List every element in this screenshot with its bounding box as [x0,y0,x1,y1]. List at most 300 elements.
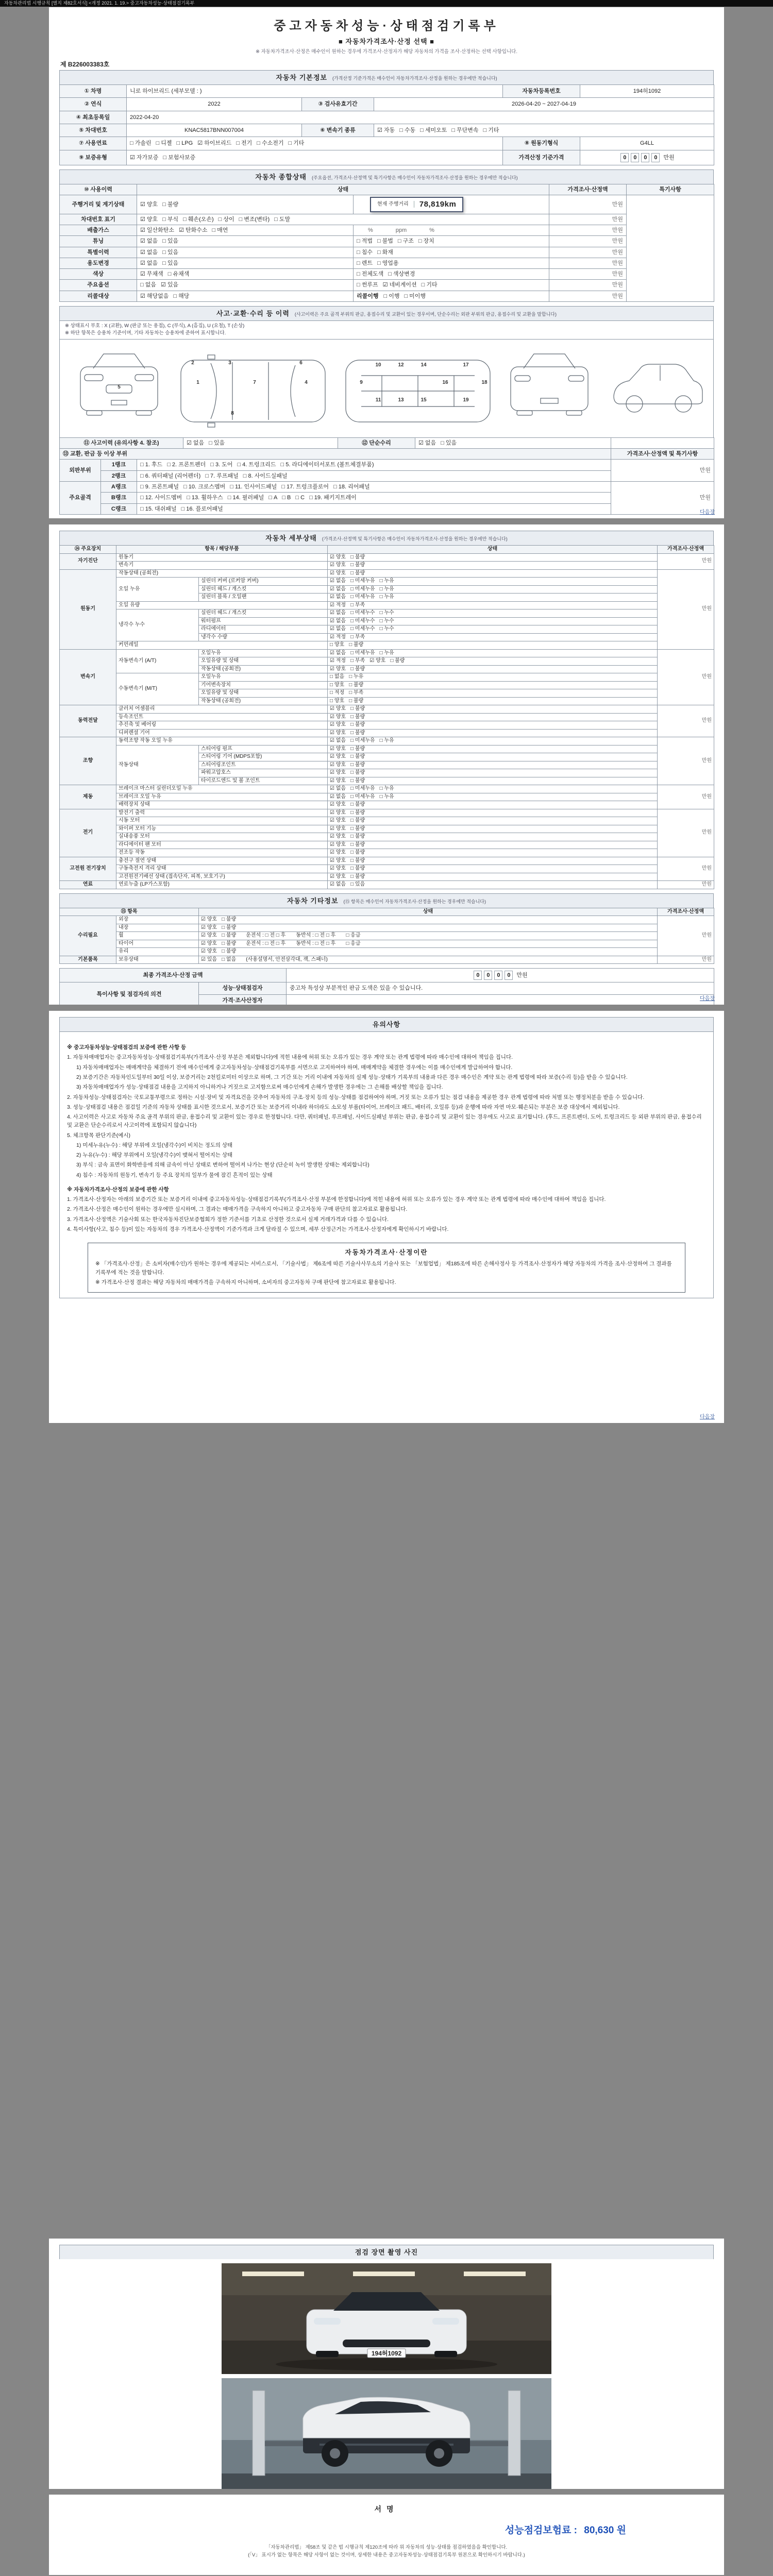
field-cell: 디퍼렌셜 기어 [116,729,328,737]
notice-paragraph: 4) 침수 : 자동차의 원동기, 변속기 등 주요 장치의 일부가 물에 잠긴 흔적이 있는 상태 [76,1172,273,1178]
checkbox: □ 6. 쿼터패널 (리어펜더) [140,472,201,479]
top-title-bar [0,0,773,7]
checkbox: □ 불량 [390,658,405,664]
checkbox-checked: ☑ 양호 [330,554,346,560]
checkbox: □ 누유 [379,738,394,744]
checkbox: □ 미세누유 [350,586,375,592]
diagram-number: 3 [228,360,231,366]
legend-line-1: ※ 상태표시 부호 : X (교환), W (판금 또는 용접), C (부식), A (흠집), U (요철), T (손상) [65,323,245,329]
section-header-basic [59,70,714,84]
checkbox: □ 누유 [379,786,394,792]
field-cell [328,793,658,801]
notice-paragraph: 2. 자동차성능·상태점검자는 국토교통부령으로 정하는 시설·장비 및 자격요건을 갖추어 자동차의 구조·장치 등의 성능·상태를 점검하여야 하며, 거짓 또는 오류가 있는 점검 내용을 제공한 경우 관계 법령에 따라 처벌 또는 행정처분을 받을 수 있습니다. [67,1094,645,1100]
field-cell: 보유상태 [116,956,199,964]
field-label: 기본품목 [60,956,116,964]
field-cell: 실린더 헤드 / 개스킷 [199,609,328,618]
field-cell [137,503,611,514]
field-label: 외판부위 [60,460,101,482]
price-digit: 0 [620,153,629,162]
insurance-fee-value: 80,630 원 [584,2525,626,2536]
field-label: B랭크 [101,493,137,503]
section-title: 점검 장면 촬영 사진 [355,2248,418,2256]
section-note: (가격조사·산정액 및 특기사항은 매수인이 자동차가격조사·산정을 원하는 경우에만 적습니다) [322,536,508,541]
odometer-cell [354,195,549,214]
checkbox: □ 양호 [330,642,345,648]
price-digit: 0 [484,971,492,980]
field-cell [328,833,658,841]
checkbox: □ 불량 [222,933,237,939]
field-label: 고전원 전기장치 [60,857,116,881]
checkbox-checked: ☑ 양호 [330,857,346,863]
field-label: 동력전달 [60,705,116,737]
field-cell: 만원 [658,809,714,857]
checkbox: □ 기타 [421,282,438,289]
checkbox-checked: ☑ 없음 [330,786,346,792]
diagram-number: 18 [481,379,488,385]
page-detail-condition [49,524,724,1005]
notice-paragraph: 3) 자동차매매업자가 성능·상태점검 내용을 고지하지 아니하거나 거짓으로 고지함으로써 매수인에게 손해가 발생한 경우에는 그 손해를 배상할 책임을 집니다. [76,1084,443,1091]
field-cell [354,247,549,258]
diagram-number: 15 [421,397,427,403]
field-cell [328,641,658,650]
field-cell [328,721,658,730]
checkbox: □ 불량 [350,754,365,760]
field-cell [137,236,354,247]
checkbox-checked: ☑ 없음 [330,650,346,656]
checkbox: □ 불량 [350,570,365,576]
field-cell: 만원 [549,225,627,235]
checkbox-checked: ☑ 양호 [330,570,346,576]
value-engine-type: G4LL [580,137,714,150]
field-cell [328,729,658,737]
field-cell: 만원 [658,569,714,649]
field-cell: 자동변속기 (A/T) [116,649,199,673]
checkbox: □ 누유 [379,578,394,584]
checkbox: □ 불량 [349,642,364,648]
field-cell: 유리 [116,948,199,956]
field-label: ⑪ 사고이력 (유의사항 4. 참조) [60,437,183,448]
checkbox-checked: ☑ 양호 [330,825,346,832]
checkbox-checked: ☑ 없음 [330,594,346,600]
price-digit: 0 [505,971,513,980]
checkbox-checked: ☑ 양호 [330,761,346,768]
field-cell: 변속기 [116,562,328,570]
field-cell [328,849,658,857]
field-label: ⑤ 차대번호 [60,124,127,137]
field-cell [328,801,658,809]
field-label: ⑥ 변속기 종류 [302,124,374,137]
checkbox: □ 전체도색 [357,271,384,278]
field-cell: 연료누출 (LP가스포함) [116,881,328,889]
checkbox-checked: ☑ 양호 [201,933,217,939]
checkbox-checked: ☑ 양호 [140,216,158,223]
field-cell [328,705,658,714]
checkbox: □ 불량 [350,777,365,784]
field-cell: 충전구 절연 상태 [116,857,328,865]
field-label: 전기 [60,809,116,857]
field-cell: 라디에이터 [199,625,328,634]
field-cell: 타이로드엔드 및 볼 조인트 [199,777,328,785]
checkbox: □ 미세누유 [350,650,375,656]
front-grille [343,2340,430,2347]
top-title-text: 자동차관리법 시행규칙 [별지 제82호서식] <개정 2021. 1. 19.> 중고자동차성능·상태점검기록부 [4,1,195,6]
legend-line-2: ※ 하단 항목은 승용차 기준이며, 기타 자동차는 승용차에 준하여 표시합니다. [65,330,226,336]
field-cell [415,437,611,448]
ceiling-light [353,2272,415,2276]
checkbox: □ 불량 [350,866,365,872]
license-plate-text: 194허1092 [371,2350,402,2358]
checkbox-checked: ☑ 없음 [140,260,158,266]
checkbox: □ 가솔린 [130,140,152,147]
field-label: 가격·조사산정자 [199,994,287,1005]
checkbox: □ 2. 프론트펜더 [167,462,206,468]
checkbox: □ 보험사보증 [163,154,196,161]
field-cell [199,948,658,956]
field-label: 색상 [60,269,137,280]
diagram-number: 12 [398,362,404,368]
field-cell: 기어변속장치 [199,681,328,689]
field-cell: 커먼레일 [116,641,328,650]
checkbox-checked: ☑ 적정 [330,634,346,640]
checkbox-checked: ☑ 양호 [330,706,346,712]
notice-paragraph: 1. 자동차매매업자는 중고자동차성능·상태점검기록부(가격조사·산정 부분은 제외합니다)에 적힌 내용에 허위 또는 오류가 있는 경우 계약 또는 관계 법령에 따라 매수인에 대하여 책임을 집니다. [67,1054,513,1061]
notice-paragraph: 5. 체크항목 판단기준(예시) [67,1132,131,1139]
notice-paragraph: 4. 사고이력은 사고로 자동차 주요 골격 부위의 판금, 용접수리 및 교환이 있는 경우로 한정합니다. 다만, 쿼터패널, 루프패널, 사이드실패널 부위는 판금, 용접수리 및 교환이 있는 경우에도 사고로 표기합니다. (후드, 프론트펜더, 도어, 트렁크리드 등 외판 부위의 판금, 용접수리 및 교환은 단순수리로서 사고이력에 포함되지 않습니다) [67,1114,702,1129]
checkbox: □ 미세누유 [350,786,375,792]
checkbox: □ 불법 [377,238,393,245]
notice-paragraphs [67,1043,706,1233]
spare-cell [611,437,714,448]
checkbox: □ 불량 [349,682,364,688]
checkbox: □ 불량 [350,841,365,848]
checkbox: □ 적법 [357,238,373,245]
ceiling-light [464,2272,526,2276]
field-cell: 고전원전기배선 상태 (접속단자, 피복, 보호기구) [116,873,328,881]
field-cell [137,258,354,268]
section-header-etc [59,893,714,908]
lift-post [253,2391,265,2476]
price-definition-title: 자동차가격조사·산정이란 [345,1249,428,1257]
field-label: ⑨ 보증유형 [60,150,127,165]
checkbox: □ 장치 [418,238,434,245]
next-page-link[interactable]: 다음장 [700,510,715,515]
field-label: ⑩ 사용이력 [60,184,137,195]
field-label: ⑭ 주요장치 [60,546,116,554]
value-transmission [374,124,714,137]
next-page-link[interactable]: 다음장 [700,996,715,1002]
checkbox-checked: ☑ 없음 [330,793,346,800]
insurance-fee [59,2522,714,2536]
field-cell [328,777,658,785]
field-label: 1랭크 [101,460,137,470]
field-cell [328,809,658,817]
checkbox-checked: ☑ 양호 [330,722,346,728]
field-cell: 만원 [549,214,627,225]
checkbox: □ 매연 [212,227,228,233]
notice-paragraph: 1) 자동차매매업자는 매매계약을 체결하기 전에 매수인에게 중고자동차성능·상태점검기록부를 서면으로 고지하여야 하며, 매매계약을 체결한 경우에는 이를 매수인에게 발급하여야 합니다. [76,1064,513,1071]
checkbox-checked: ☑ 양호 [330,841,346,848]
checkbox-checked: ☑ 없음 [330,586,346,592]
checkbox: □ 있음 [162,249,179,256]
field-label: 차대번호 표기 [60,214,137,225]
checkbox-checked: ☑ 없음 [330,882,346,888]
diagram-number: 9 [360,379,363,385]
checkbox: □ 해당 [173,293,190,299]
checkbox-checked: ☑ 하이브리드 [197,140,232,147]
field-cell [328,562,658,570]
checkbox: □ 불량 [350,562,365,568]
diagram-number: 1 [196,379,199,385]
checkbox: □ 있음 [162,238,179,245]
checkbox: □ 10. 크로스멤버 [183,483,226,490]
field-cell: 리콜이행 □ 이행 □ 미이행 [354,291,549,301]
checkbox: □ 수동 [399,127,416,134]
field-cell [137,481,611,492]
page-basic-info [49,7,724,518]
checkbox-checked: ☑ 양호 [330,714,346,720]
checkbox: □ 기타 [483,127,499,134]
field-cell [137,460,611,470]
checkbox: □ 있음 [209,439,225,446]
signature-title: 서명 [374,2505,399,2513]
field-label: C랭크 [101,503,137,514]
diagram-number: 16 [442,379,448,385]
etc-info-table [59,908,714,964]
checkbox-checked: ☑ 있음 [201,956,217,962]
checkbox: □ 14. 필러패널 [227,495,264,501]
checkbox: □ 불량 [350,857,365,863]
field-cell: 만원 [658,705,714,737]
field-cell [354,236,549,247]
headlight [432,2318,459,2325]
price-digit: 0 [631,153,639,162]
checkbox-checked: ☑ 양호 [201,917,217,923]
checkbox: □ 불량 [350,809,365,816]
page-photos [49,2239,724,2489]
checkbox: □ 디젤 [156,140,172,147]
checkbox-checked: ☑ 없음 [330,618,346,624]
field-cell: 구동축전지 격리 상태 [116,865,328,873]
field-cell [137,291,354,301]
value-vin: KNAC5817BNN007004 [127,124,302,137]
checkbox: □ 누수 [379,618,394,624]
car-side-view [614,364,702,412]
value-plate: 194허1092 [580,85,714,98]
document-title: 중고자동차성능·상태점검기록부 [274,19,499,33]
checkbox: □ 미세누수 [350,610,375,616]
section-title: 유의사항 [372,1021,401,1028]
notice-paragraph: ※ 중고자동차성능·상태점검의 보증에 관한 사항 등 [67,1044,187,1051]
field-cell [328,609,658,618]
checkbox-checked: ☑ 양호 [330,770,346,776]
field-label: A랭크 [101,481,137,492]
lift-post [508,2391,520,2476]
field-label: 리콜대상 [60,291,137,301]
section-note: (⑮ 항목은 매수인이 자동차가격조사·산정을 원하는 경우에만 적습니다) [343,899,486,904]
field-cell [328,873,658,881]
field-cell: 만원 [658,956,714,964]
field-cell [328,585,658,594]
field-cell: 내장 [116,924,199,932]
field-label: 상태 [137,184,549,195]
checkbox: □ 변조(변타) [239,216,270,223]
checkbox-checked: ☑ 양호 [330,802,346,808]
field-cell [328,569,658,578]
field-cell: 만원 [658,857,714,881]
checkbox: □ 불량 [162,201,179,208]
field-label: ⑫ 단순수리 [338,437,415,448]
field-cell: ☑ 양호 □ 불량 운전석 : □ 전 □ 후 동반석 : □ 전 □ 후 □ 응급 [199,932,658,940]
page-signature [49,2495,724,2575]
field-cell: 만원 [549,236,627,247]
label-car-name: ① 차명 [60,85,127,98]
field-cell [328,553,658,562]
checkbox: □ 도말 [274,216,291,223]
field-cell: 실린더 커버 (로커암 커버) [199,578,328,586]
basic-info-table [59,84,714,165]
section-header-notice [59,1017,714,1031]
checkbox-checked: ☑ 양호 [330,730,346,736]
field-cell [328,689,658,698]
document-subnote: ※ 자동차가격조사·산정은 매수인이 원하는 경우에 가격조사·산정자가 해당 자동차의 가격을 조사·산정하는 선택 사항입니다. [256,49,517,55]
checkbox: □ 5. 라디에이터서포트 (볼트체결부품) [280,462,374,468]
field-cell: 클러치 어셈블리 [116,705,328,714]
checkbox-checked: ☑ 양호 [330,873,346,879]
page-notice [49,1011,724,1423]
field-cell: 만원 [549,195,627,214]
accident-history-table [59,437,714,449]
checkbox: □ 구조 [397,238,414,245]
checkbox-checked: ☑ 없음 [330,610,346,616]
appraiser-comment [287,994,714,1005]
section-header-overall [59,170,714,184]
checkbox: □ 있음 [441,439,457,446]
section-header-detail [59,531,714,545]
checkbox-checked: ☑ 자동 [377,127,395,134]
value-warranty-type [127,150,503,165]
field-label: 가격조사·산정액 [658,908,714,916]
field-cell: 브레이크 오일 누유 [116,793,328,801]
checkbox: □ 불량 [350,825,365,832]
car-top-view [181,355,325,427]
value-first-registration: 2022-04-20 [127,111,714,124]
checkbox: □ 18. 리어패널 [333,483,370,490]
car-underbody-view [346,360,490,422]
checkbox: □ 유채색 [167,271,190,278]
checkbox-checked: ☑ 양호 [369,658,386,664]
field-cell: 만원 [658,916,714,956]
field-cell [328,785,658,793]
checkbox: □ 9. 프론트패널 [140,483,179,490]
checkbox-checked: ☑ 적정 [330,602,346,608]
field-cell: 워터펌프 [199,617,328,625]
section-note: (사고이력은 주요 골격 부위의 판금, 용접수리 및 교환이 있는 경우이며, 단순수리는 외판 부위의 판금, 용접수리 및 교환을 말합니다) [294,312,557,317]
checkbox: □ 적정 [330,690,345,696]
field-cell: 발전기 출력 [116,809,328,817]
checkbox: □ 미이행 [404,293,426,299]
checkbox: □ 7. 루프패널 [205,472,239,479]
field-cell [328,737,658,745]
checkbox-checked: ☑ 탄화수소 [179,227,208,233]
field-cell: 수동변속기 (M/T) [116,673,199,705]
checkbox: □ 썬루프 [357,282,378,289]
wheel [316,2351,339,2357]
checkbox-checked: ☑ 양호 [330,745,346,752]
checkbox: □ 양호 [330,682,345,688]
field-cell: 오일 유량 [116,601,328,609]
checkbox: □ 16. 플로어패널 [181,505,223,512]
field-label: 주행거리 및 계기상태 [60,195,137,214]
field-label: 조향 [60,737,116,785]
checkbox-checked: ☑ 양호 [330,562,346,568]
footer-line-2: (「V」 표시가 없는 항목은 해당 사항이 없는 것이며, 상세한 내용은 중고자동차성능·상태점검기록부 원본으로 확인하시기 바랍니다.) [248,2552,525,2558]
diagram-number: 6 [299,360,303,366]
checkbox: □ 상이 [218,216,234,223]
checkbox: □ 없음 [330,674,345,680]
field-label: ⑬ 교환, 판금 등 이상 부위 [60,449,611,460]
checkbox-checked: ☑ 없음 [140,238,158,245]
checkbox: □ 불량 [350,834,365,840]
checkbox: □ 없음 [140,282,156,289]
checkbox: □ 불량 [350,730,365,736]
field-cell: 오일누유 [199,673,328,682]
field-cell [328,625,658,634]
field-label: 용도변경 [60,258,137,268]
next-page-link[interactable]: 다음장 [700,1414,715,1420]
insurance-fee-label: 성능점검보험료 : [505,2525,577,2536]
field-cell [137,225,354,235]
final-price: 0 0 0 0 만원 [287,969,714,982]
value-inspection-period: 2026-04-20 ~ 2027-04-19 [374,98,714,111]
field-cell: 스티어링 기어 (MDPS포함) [199,753,328,761]
field-label: 변속기 [60,649,116,705]
field-cell: 실내송풍 모터 [116,833,328,841]
checkbox: □ 불량 [350,818,365,824]
field-cell [328,881,658,889]
field-cell [354,258,549,268]
field-cell: 오일누유 [199,649,328,657]
notice-paragraph: 1. 가격조사·산정자는 아래의 보증기간 또는 보증거리 이내에 중고자동차성능·상태점검기록부(가격조사·산정 부분에 한정합니다)에 적힌 내용에 허위 또는 오류가 있는 경우 계약 또는 관계 법령에 따라 매수인에 대하여 책임을 집니다. [67,1196,606,1203]
checkbox: □ 불량 [350,714,365,720]
field-label: 상태 [199,908,658,916]
checkbox: □ 부족 [350,602,365,608]
field-label: ② 연식 [60,98,127,111]
value-base-price: 0 0 0 0 만원 [580,150,714,165]
field-label: 상태 [328,546,658,554]
field-label: ⑧ 원동기형식 [503,137,580,150]
checkbox: □ 미세누수 [350,626,375,632]
field-label: 가격조사·산정액 [658,546,714,554]
checkbox: □ 불량 [350,770,365,776]
field-cell [328,673,658,682]
field-cell [354,280,549,291]
field-cell: 작동상태 (공회전) [116,569,328,578]
wheel [434,2351,457,2357]
field-label: 성능·상태점검자 [199,982,287,994]
field-label: 특기사항 [627,184,714,195]
section-title: 자동차 세부상태 [265,534,317,542]
checkbox: □ 누유 [349,674,364,680]
remarks-cell [627,195,714,302]
checkbox: □ 불량 [350,761,365,768]
checkbox: □ 미세누수 [350,618,375,624]
notice-paragraph: 2) 보증기간은 자동차인도일부터 30일 이상, 보증거리는 2천킬로미터 이상으로 하며, 그 기간 또는 거리 이내에 자동차의 실제 성능·상태가 기록부의 내용과 다른 경우 매수인은 계약 또는 관계 법령에 따라 보증(수리 등)을 받을 수 있습니다. [76,1074,628,1080]
field-cell: 만원 [658,737,714,785]
checkbox: □ 누유 [379,793,394,800]
field-cell [328,753,658,761]
checkbox-checked: ☑ 무채색 [140,271,163,278]
checkbox: □ 8. 사이드실패널 [243,472,288,479]
